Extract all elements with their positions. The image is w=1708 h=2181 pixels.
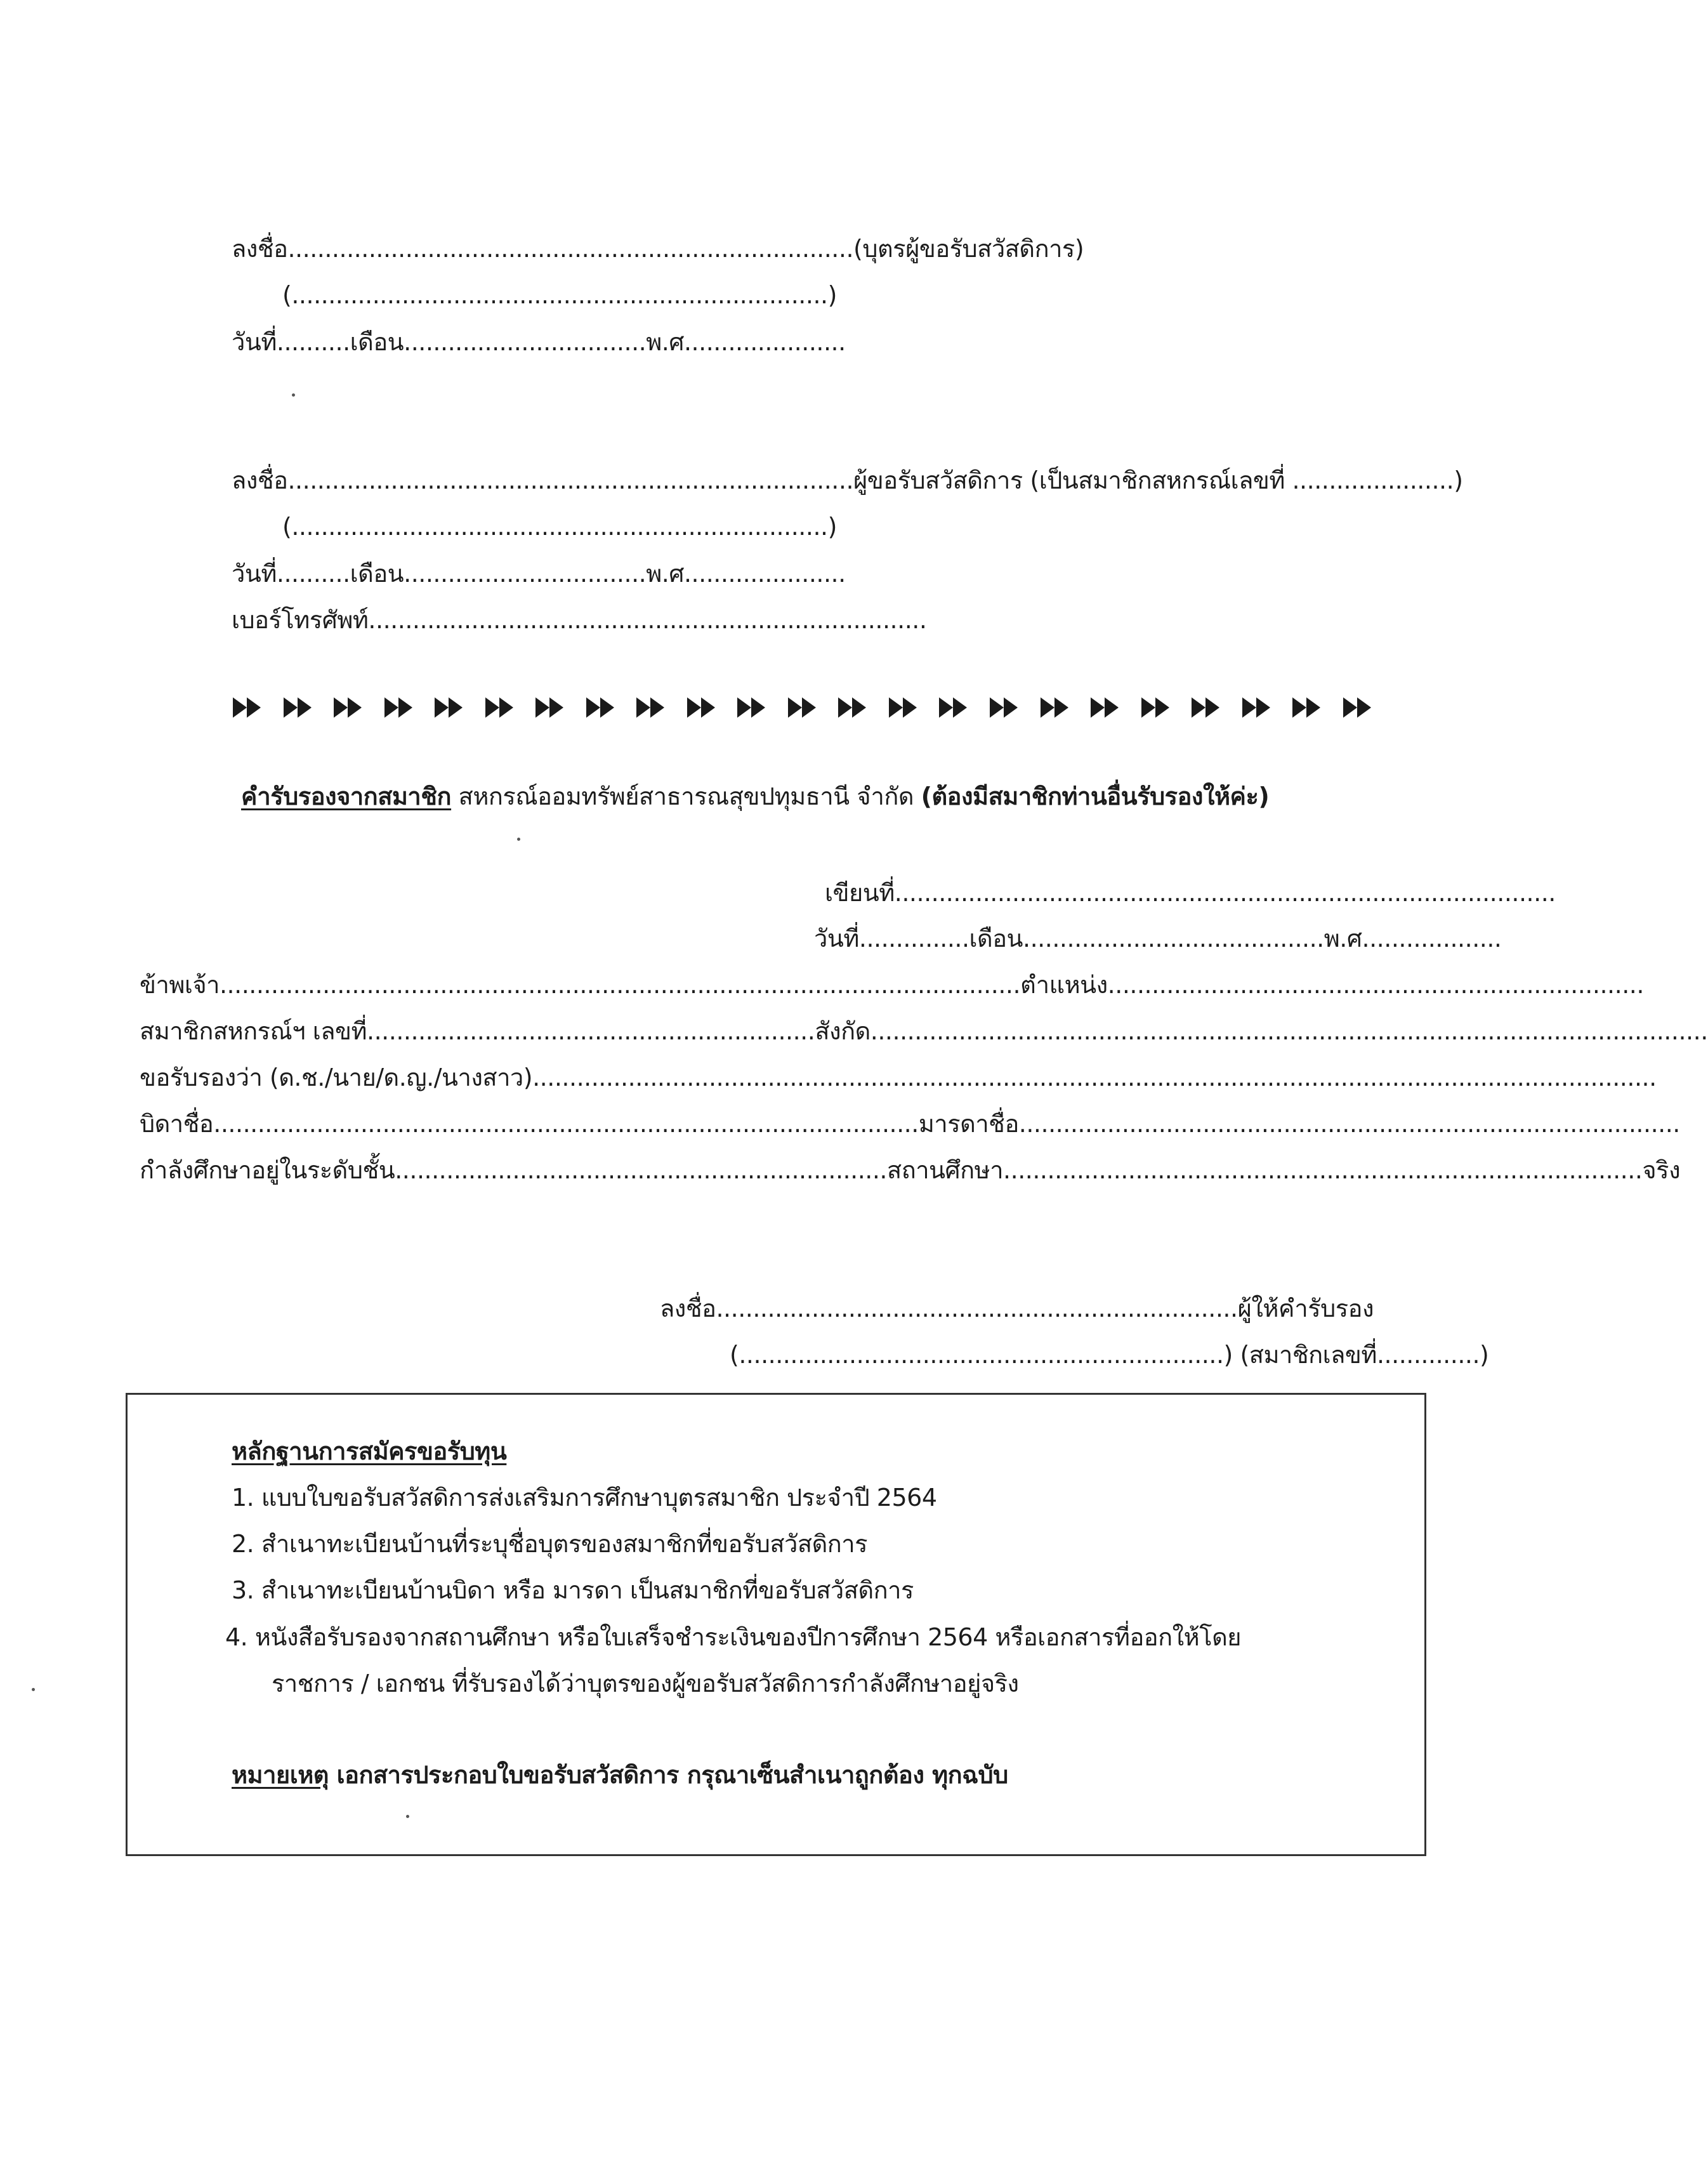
double-arrow-right-icon (1291, 695, 1323, 720)
study-level-row: กำลังศึกษาอยู่ในระดับชั้น...................................................................สถานศึกษา.......................................................................................จริง (140, 1156, 1681, 1184)
double-arrow-right-icon (1140, 695, 1172, 720)
double-arrow-right-icon (232, 695, 263, 720)
scan-speck (292, 393, 295, 397)
evidence-note-text: เอกสารประกอบใบขอรับสวัสดิการ กรุณาเซ็นสำเนาถูกต้อง ทุกฉบับ (328, 1761, 1008, 1789)
double-arrow-right-icon (332, 695, 364, 720)
double-arrow-right-icon (989, 695, 1020, 720)
evidence-item-2: 2. สำเนาทะเบียนบ้านที่ระบุชื่อบุตรของสมาชิกที่ขอรับสวัสดิการ (232, 1530, 867, 1558)
certifier-name-line: (..................................................................) (สมาชิกเลขที่..............) (730, 1341, 1489, 1369)
applicant-date-line: วันที่..........เดือน.................................พ.ศ...................... (232, 560, 846, 588)
child-name-line: (.........................................................................) (282, 281, 837, 309)
certification-heading-label: คำรับรองจากสมาชิก (241, 782, 452, 810)
double-arrow-right-icon (1089, 695, 1121, 720)
member-number-row: สมาชิกสหกรณ์ฯ เลขที่.............................................................สังกัด.................................................................................................................. (140, 1017, 1708, 1045)
certification-heading-note: (ต้องมีสมาชิกท่านอื่นรับรองให้ค่ะ) (921, 782, 1270, 810)
double-arrow-right-icon (1039, 695, 1071, 720)
double-arrow-right-icon (1342, 695, 1374, 720)
evidence-note (232, 1758, 1008, 1792)
applicant-phone-line: เบอร์โทรศัพท์............................................................................ (232, 606, 927, 634)
double-arrow-right-icon (484, 695, 516, 720)
double-arrow-right-icon (1190, 695, 1222, 720)
certify-child-row: ขอรับรองว่า (ด.ช./นาย/ด.ญ./นางสาว)......................................................................................................................................................... (140, 1064, 1657, 1091)
double-arrow-right-icon (433, 695, 465, 720)
child-date-line: วันที่..........เดือน.................................พ.ศ...................... (232, 328, 846, 356)
certifier-name-row: ข้าพเจ้า.............................................................................................................ตำแหน่ง......................................................................... (140, 971, 1644, 999)
scan-speck (406, 1815, 409, 1818)
written-at-line: เขียนที่.......................................................................................... (825, 879, 1556, 907)
child-sign-line: ลงชื่อ.............................................................................(บุตรผู้ขอรับสวัสดิการ) (232, 235, 1084, 263)
double-arrow-right-icon (1241, 695, 1273, 720)
double-arrow-right-icon (686, 695, 718, 720)
double-arrow-right-icon (736, 695, 768, 720)
evidence-note-label: หมายเหตุ (232, 1761, 329, 1789)
double-arrow-right-icon (635, 695, 667, 720)
scan-speck (32, 1688, 35, 1691)
certification-heading (241, 779, 1269, 814)
applicant-sign-line: ลงชื่อ.............................................................................ผู้ขอรับสวัสดิการ (เป็นสมาชิกสหกรณ์เลขที่ ......................) (232, 466, 1463, 494)
certification-date-line: วันที่...............เดือน.........................................พ.ศ................... (814, 925, 1502, 952)
double-arrow-right-icon (383, 695, 415, 720)
certifier-sign-line: ลงชื่อ.......................................................................ผู้ให้คำรับรอง (660, 1295, 1374, 1322)
certification-heading-org: สหกรณ์ออมทรัพย์สาธารณสุขปทุมธานี จำกัด (451, 782, 921, 810)
evidence-item-4-continuation: ราชการ / เอกชน ที่รับรองได้ว่าบุตรของผู้ขอรับสวัสดิการกำลังศึกษาอยู่จริง (272, 1670, 1019, 1697)
parents-row: บิดาชื่อ................................................................................................มารดาชื่อ.......................................................................................... (140, 1110, 1680, 1138)
applicant-name-line: (.........................................................................) (282, 513, 837, 541)
arrow-divider (232, 689, 1374, 727)
double-arrow-right-icon (787, 695, 818, 720)
evidence-item-4: 4. หนังสือรับรองจากสถานศึกษา หรือใบเสร็จชำระเงินของปีการศึกษา 2564 หรือเอกสารที่ออกให้โดย (225, 1623, 1242, 1651)
double-arrow-right-icon (534, 695, 566, 720)
evidence-item-1: 1. แบบใบขอรับสวัสดิการส่งเสริมการศึกษาบุตรสมาชิก ประจำปี 2564 (232, 1484, 937, 1512)
double-arrow-right-icon (888, 695, 919, 720)
evidence-title: หลักฐานการสมัครขอรับทุน (232, 1437, 507, 1465)
double-arrow-right-icon (837, 695, 869, 720)
evidence-item-3: 3. สำเนาทะเบียนบ้านบิดา หรือ มารดา เป็นสมาชิกที่ขอรับสวัสดิการ (232, 1576, 914, 1604)
double-arrow-right-icon (282, 695, 314, 720)
double-arrow-right-icon (938, 695, 969, 720)
double-arrow-right-icon (585, 695, 617, 720)
scan-speck (517, 838, 520, 841)
